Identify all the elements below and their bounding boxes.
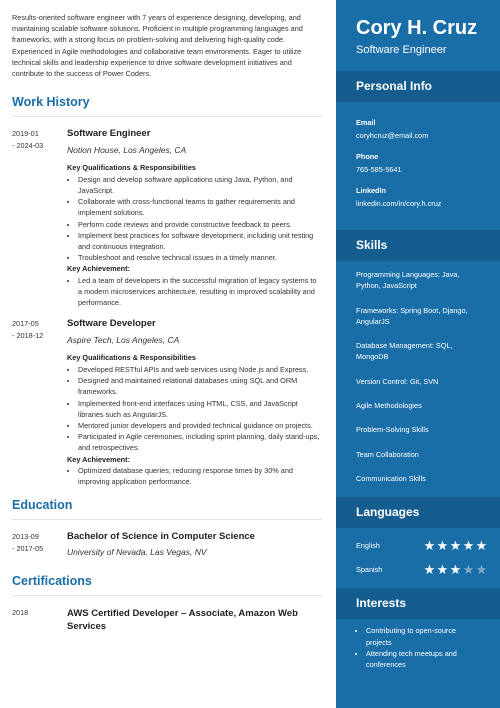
list-item: • Implemented front-end interfaces using HTML, CSS, and JavaScript libraries such as AngularJS. xyxy=(78,398,322,420)
languages-list xyxy=(336,528,500,581)
linkedin-label: LinkedIn xyxy=(356,186,386,195)
personal-info-heading: Personal Info xyxy=(336,71,500,102)
job-company: Notion House, Los Angeles, CA xyxy=(67,145,187,156)
star-empty-icon: ★ xyxy=(462,561,475,577)
list-item: • Participated in Agile ceremonies, including sprint planning, daily stand-ups, and retrospectives. xyxy=(78,431,322,453)
responsibilities-list xyxy=(67,364,322,454)
certifications-heading: Certifications xyxy=(12,574,322,596)
sidebar xyxy=(336,0,500,708)
skill-item: Agile Methodologies xyxy=(356,401,422,411)
job-details xyxy=(67,128,322,308)
language-name: English xyxy=(356,540,380,550)
qualifications-label: Key Qualifications & Responsibilities xyxy=(67,353,196,363)
star-filled-icon: ★ xyxy=(436,537,449,553)
languages-heading: Languages xyxy=(336,497,500,528)
phone-value[interactable]: 765-585-5641 xyxy=(356,165,402,174)
job-title: Software Engineer xyxy=(67,128,151,140)
job-entry xyxy=(12,318,322,487)
star-empty-icon: ★ xyxy=(475,561,488,577)
list-item: • Perform code reviews and provide constructive feedback to peers. xyxy=(78,219,322,230)
language-name: Spanish xyxy=(356,564,383,574)
star-filled-icon: ★ xyxy=(436,561,449,577)
skills-list xyxy=(336,261,500,484)
star-filled-icon: ★ xyxy=(423,537,436,553)
achievements-list xyxy=(67,275,322,309)
star-filled-icon: ★ xyxy=(462,537,475,553)
certification-details xyxy=(67,607,322,633)
education-entry xyxy=(12,531,322,558)
skill-item: Communication Skills xyxy=(356,473,426,483)
responsibilities-list xyxy=(67,174,322,264)
education-end-date: - 2017-05 xyxy=(12,544,44,554)
skill-item: Programming Languages: Java, Python, JavaScript xyxy=(356,270,460,291)
interests-list xyxy=(336,619,500,670)
certification-year: 2018 xyxy=(12,608,29,618)
skill-item: Database Management: SQL, MongoDB xyxy=(356,341,453,362)
skill-item: Frameworks: Spring Boot, Django, AngularJS xyxy=(356,305,468,326)
star-filled-icon: ★ xyxy=(423,561,436,577)
list-item: • Troubleshoot and resolve technical issues in a timely manner. xyxy=(78,252,322,263)
star-filled-icon: ★ xyxy=(449,537,462,553)
job-dates xyxy=(12,318,67,487)
personal-info xyxy=(336,118,500,208)
phone-label: Phone xyxy=(356,152,379,161)
skill-item: Problem-Solving Skills xyxy=(356,425,429,435)
achievement-label: Key Achievement: xyxy=(67,264,130,274)
language-rating-stars xyxy=(423,563,488,576)
list-item: • Collaborate with cross-functional teams to gather requirements and implement solutions. xyxy=(78,196,322,218)
education-dates xyxy=(12,531,67,558)
star-filled-icon: ★ xyxy=(475,537,488,553)
certification-entry xyxy=(12,607,322,633)
interests-heading: Interests xyxy=(336,588,500,619)
achievement-label: Key Achievement: xyxy=(67,454,130,464)
email-value[interactable]: coryhcruz@email.com xyxy=(356,131,429,140)
job-dates xyxy=(12,128,67,308)
language-row xyxy=(336,557,500,581)
list-item: • Led a team of developers in the successful migration of legacy systems to a modern microservices architecture, resulting in improved scalability and performance. xyxy=(78,275,322,309)
achievements-list xyxy=(67,465,322,487)
language-row xyxy=(336,533,500,557)
candidate-role: Software Engineer xyxy=(356,44,447,56)
education-start-date: 2013-09 xyxy=(12,532,39,542)
job-start-date: 2019-01 xyxy=(12,129,39,139)
degree-title: Bachelor of Science in Computer Science xyxy=(67,531,255,543)
linkedin-value[interactable]: linkedin.com/in/cory.h.cruz xyxy=(356,199,442,208)
list-item: • Attending tech meetups and conferences xyxy=(366,648,480,671)
skills-heading: Skills xyxy=(336,230,500,261)
list-item: • Mentored junior developers and provided technical guidance on projects. xyxy=(78,420,322,431)
job-details xyxy=(67,318,322,487)
star-filled-icon: ★ xyxy=(449,561,462,577)
email-label: Email xyxy=(356,118,376,127)
summary-text: Results-oriented software engineer with 7 years of experience designing, developing, and maintaining scalable software solutions. Proficient in multiple programming languages and frameworks, with a strong focus on problem-solving and delivering high-quality code. Experienced in Agile methodologies and collaborative team environments. Eager to utilize technical skills and leadership experience to drive software development initiatives and contribute to the success of Power Coders. xyxy=(12,13,303,79)
list-item: • Contributing to open-source projects xyxy=(366,625,480,648)
list-item: • Implement best practices for software development, including unit testing and continuous integration. xyxy=(78,230,322,252)
skill-item: Team Collaboration xyxy=(356,449,419,459)
list-item: • Designed and maintained relational databases using SQL and ORM frameworks. xyxy=(78,375,322,397)
education-heading: Education xyxy=(12,498,322,520)
education-details xyxy=(67,531,322,558)
candidate-name: Cory H. Cruz xyxy=(356,17,478,39)
job-title: Software Developer xyxy=(67,318,156,330)
list-item: • Design and develop software applications using Java, Python, and JavaScript. xyxy=(78,174,322,196)
job-company: Aspire Tech, Los Angeles, CA xyxy=(67,335,180,346)
skill-item: Version Control: Git, SVN xyxy=(356,376,439,386)
job-entry xyxy=(12,128,322,308)
certification-name: AWS Certified Developer – Associate, Amazon Web Services xyxy=(67,608,298,633)
job-end-date: - 2024-03 xyxy=(12,141,44,151)
school-name: University of Nevada, Las Vegas, NV xyxy=(67,547,207,558)
qualifications-label: Key Qualifications & Responsibilities xyxy=(67,163,196,173)
list-item: • Developed RESTful APIs and web services using Node.js and Express. xyxy=(78,364,322,375)
job-end-date: - 2018-12 xyxy=(12,331,44,341)
language-rating-stars xyxy=(423,539,488,552)
list-item: • Optimized database queries, reducing response times by 30% and improving application performance. xyxy=(78,465,322,487)
job-start-date: 2017-05 xyxy=(12,319,39,329)
work-history-heading: Work History xyxy=(12,95,322,117)
